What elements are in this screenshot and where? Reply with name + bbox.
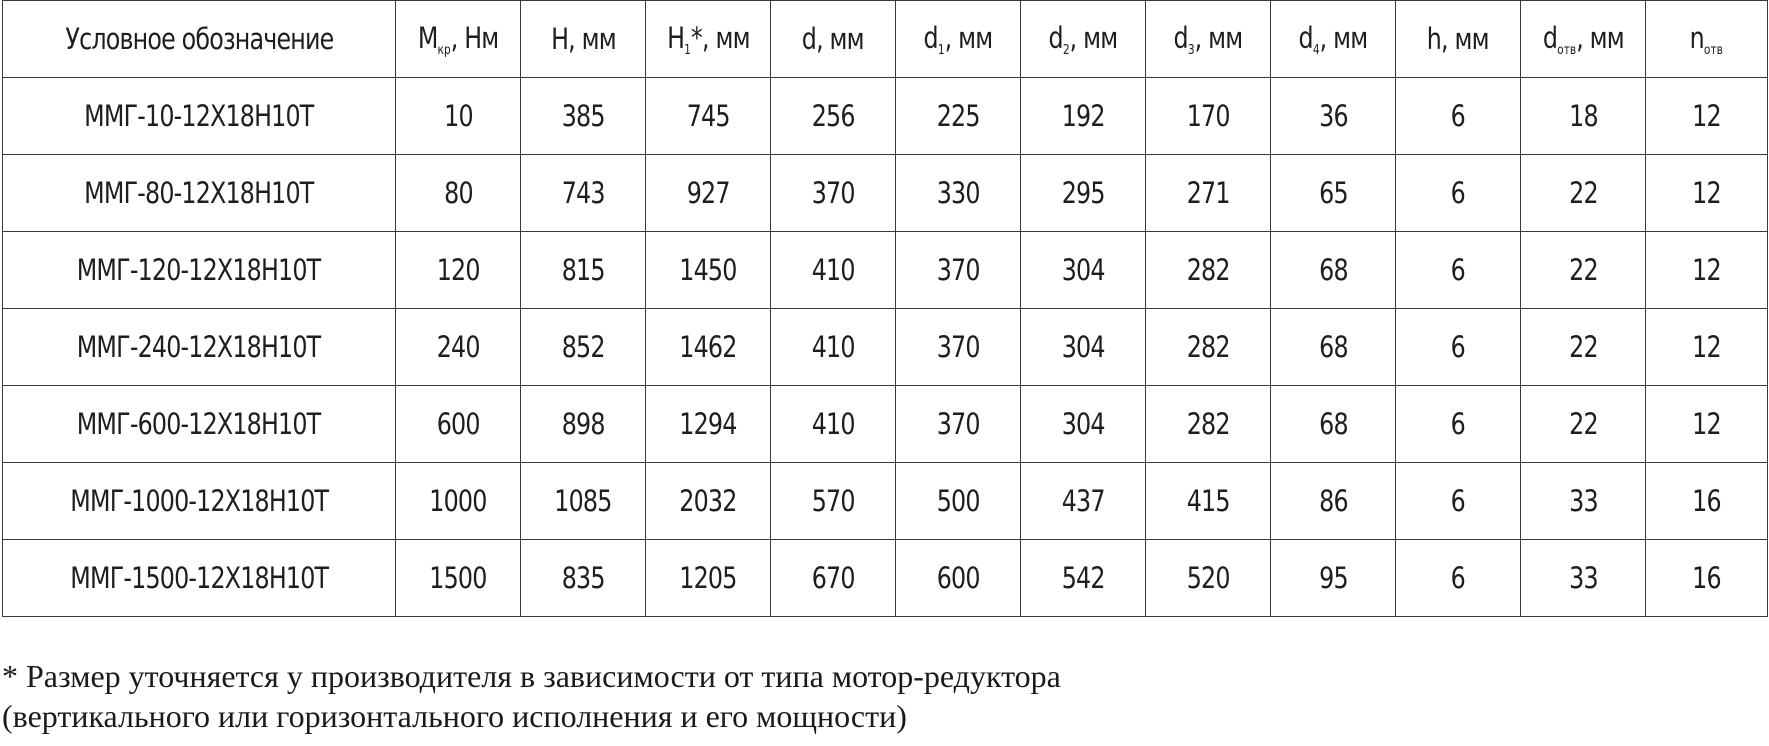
cell-small-h	[1396, 155, 1521, 232]
cell-diameter3-text: 282	[1186, 253, 1230, 287]
cell-height	[521, 78, 646, 155]
cell-height	[521, 463, 646, 540]
header-small-h-text: h, мм	[1427, 22, 1489, 56]
cell-hole-count	[1646, 232, 1768, 309]
cell-diameter4	[1271, 155, 1396, 232]
cell-hole-diameter-text: 22	[1568, 253, 1598, 287]
cell-diameter2-text: 304	[1061, 253, 1105, 287]
header-designation	[3, 1, 396, 78]
cell-hole-diameter-text: 22	[1568, 176, 1598, 210]
cell-diameter2	[1021, 386, 1146, 463]
table-row	[3, 540, 1768, 617]
cell-diameter3-text: 282	[1186, 407, 1230, 441]
cell-diameter3	[1146, 232, 1271, 309]
table-row	[3, 386, 1768, 463]
cell-diameter4	[1271, 309, 1396, 386]
header-diameter4-main: d	[1298, 20, 1313, 55]
header-height	[521, 1, 646, 78]
cell-diameter-text: 256	[811, 99, 855, 133]
table-row	[3, 155, 1768, 232]
header-diameter	[771, 1, 896, 78]
cell-diameter3-text: 520	[1186, 561, 1230, 595]
cell-hole-diameter-text: 22	[1568, 407, 1598, 441]
cell-height-text: 815	[561, 253, 605, 287]
cell-diameter2	[1021, 78, 1146, 155]
cell-hole-count-text: 12	[1692, 176, 1721, 210]
cell-height-text: 743	[561, 176, 605, 210]
cell-height1-text: 2032	[679, 484, 737, 518]
cell-diameter4-text: 68	[1318, 407, 1348, 441]
cell-height1-text: 1294	[679, 407, 737, 441]
cell-diameter1-text: 370	[936, 253, 980, 287]
cell-hole-count-text: 16	[1692, 561, 1721, 595]
cell-diameter	[771, 78, 896, 155]
cell-diameter-text: 410	[811, 330, 855, 364]
header-diameter2-sub: 2	[1062, 42, 1070, 58]
header-hole-diameter-sub: отв	[1556, 42, 1576, 58]
cell-diameter1	[896, 309, 1021, 386]
cell-torque-text: 600	[436, 407, 480, 441]
cell-height1	[646, 78, 771, 155]
header-diameter1-tail: , мм	[944, 20, 993, 55]
cell-hole-count-text: 12	[1692, 253, 1721, 287]
cell-diameter4	[1271, 463, 1396, 540]
cell-height1-text: 1205	[679, 561, 737, 595]
cell-designation	[3, 386, 396, 463]
header-torque-main: M	[417, 20, 438, 55]
cell-height1	[646, 232, 771, 309]
cell-height-text: 898	[561, 407, 605, 441]
header-diameter1-main: d	[923, 20, 938, 55]
cell-hole-diameter-text: 33	[1568, 561, 1598, 595]
header-torque-sub: кр	[437, 42, 451, 58]
header-hole-diameter-tail: , мм	[1575, 20, 1624, 55]
cell-torque	[396, 540, 521, 617]
cell-torque	[396, 155, 521, 232]
table-row	[3, 232, 1768, 309]
cell-height	[521, 309, 646, 386]
header-torque	[396, 1, 521, 78]
header-diameter4	[1271, 1, 1396, 78]
cell-diameter2-text: 542	[1061, 561, 1105, 595]
cell-diameter3-text: 415	[1186, 484, 1230, 518]
cell-diameter2-text: 437	[1061, 484, 1105, 518]
cell-hole-diameter-text: 33	[1568, 484, 1598, 518]
cell-small-h	[1396, 232, 1521, 309]
cell-diameter3-text: 282	[1186, 330, 1230, 364]
header-diameter2	[1021, 1, 1146, 78]
header-height1	[646, 1, 771, 78]
cell-diameter1	[896, 540, 1021, 617]
cell-height	[521, 232, 646, 309]
cell-torque-text: 240	[436, 330, 480, 364]
header-diameter3	[1146, 1, 1271, 78]
cell-small-h-text: 6	[1450, 330, 1466, 364]
table-row	[3, 463, 1768, 540]
cell-small-h-text: 6	[1450, 176, 1466, 210]
footnote-line-2: (вертикального или горизонтального исполнения и его мощности)	[2, 698, 907, 734]
cell-diameter2	[1021, 540, 1146, 617]
cell-designation-text: ММГ-240-12Х18Н10Т	[77, 330, 321, 364]
cell-diameter2-text: 304	[1061, 407, 1105, 441]
cell-hole-count	[1646, 463, 1768, 540]
cell-diameter3	[1146, 463, 1271, 540]
cell-diameter4	[1271, 232, 1396, 309]
cell-hole-count-text: 12	[1692, 407, 1721, 441]
cell-torque-text: 10	[443, 99, 473, 133]
cell-hole-count	[1646, 386, 1768, 463]
cell-designation	[3, 155, 396, 232]
cell-hole-count	[1646, 78, 1768, 155]
cell-diameter2	[1021, 232, 1146, 309]
cell-height1	[646, 540, 771, 617]
cell-hole-diameter-text: 22	[1568, 330, 1598, 364]
cell-diameter	[771, 540, 896, 617]
cell-diameter3	[1146, 540, 1271, 617]
cell-height1-text: 927	[686, 176, 730, 210]
cell-small-h	[1396, 540, 1521, 617]
cell-diameter-text: 410	[811, 253, 855, 287]
cell-small-h-text: 6	[1450, 407, 1466, 441]
table-row	[3, 309, 1768, 386]
cell-height1	[646, 386, 771, 463]
cell-diameter-text: 570	[811, 484, 855, 518]
cell-diameter	[771, 155, 896, 232]
cell-hole-diameter	[1521, 309, 1646, 386]
cell-diameter1	[896, 232, 1021, 309]
cell-hole-count	[1646, 309, 1768, 386]
cell-height1-text: 1450	[679, 253, 737, 287]
cell-diameter1-text: 500	[936, 484, 980, 518]
header-small-h	[1396, 1, 1521, 78]
footnote-line-1: * Размер уточняется у производителя в зависимости от типа мотор-редуктора	[2, 658, 1061, 694]
cell-designation-text: ММГ-120-12Х18Н10Т	[77, 253, 321, 287]
cell-small-h	[1396, 463, 1521, 540]
header-diameter3-tail: , мм	[1194, 20, 1243, 55]
cell-diameter2	[1021, 155, 1146, 232]
cell-diameter2-text: 192	[1061, 99, 1105, 133]
cell-diameter2	[1021, 463, 1146, 540]
cell-small-h	[1396, 309, 1521, 386]
header-diameter2-main: d	[1048, 20, 1063, 55]
header-diameter4-tail: , мм	[1319, 20, 1368, 55]
cell-diameter2-text: 295	[1061, 176, 1105, 210]
cell-torque	[396, 232, 521, 309]
table-row	[3, 78, 1768, 155]
header-height-text: H, мм	[550, 22, 616, 56]
cell-diameter1-text: 225	[936, 99, 980, 133]
cell-torque-text: 1500	[429, 561, 487, 595]
cell-hole-count	[1646, 540, 1768, 617]
cell-diameter1-text: 370	[936, 330, 980, 364]
cell-torque-text: 120	[436, 253, 480, 287]
cell-diameter-text: 410	[811, 407, 855, 441]
cell-diameter4-text: 36	[1318, 99, 1348, 133]
footnote	[2, 656, 1061, 736]
header-diameter3-sub: 3	[1187, 42, 1195, 58]
cell-small-h-text: 6	[1450, 484, 1466, 518]
cell-diameter1	[896, 386, 1021, 463]
cell-hole-count-text: 12	[1692, 330, 1721, 364]
cell-diameter-text: 370	[811, 176, 855, 210]
cell-height-text: 1085	[554, 484, 612, 518]
spec-table	[2, 0, 1768, 617]
cell-small-h	[1396, 78, 1521, 155]
cell-diameter3-text: 271	[1186, 176, 1230, 210]
cell-height1-text: 745	[686, 99, 730, 133]
cell-height-text: 385	[561, 99, 605, 133]
header-hole-count-main: n	[1689, 20, 1705, 55]
header-hole-count-sub: отв	[1704, 42, 1724, 58]
header-diameter4-sub: 4	[1312, 42, 1320, 58]
cell-hole-diameter	[1521, 155, 1646, 232]
cell-height-text: 835	[561, 561, 605, 595]
cell-diameter1-text: 600	[936, 561, 980, 595]
cell-designation	[3, 232, 396, 309]
cell-height	[521, 540, 646, 617]
cell-diameter	[771, 386, 896, 463]
header-diameter-text: d, мм	[801, 22, 864, 56]
header-row	[3, 1, 1768, 78]
header-height1-main: H	[666, 20, 684, 55]
cell-hole-diameter	[1521, 540, 1646, 617]
cell-diameter4	[1271, 540, 1396, 617]
header-height1-tail: *, мм	[690, 20, 750, 55]
cell-diameter4-text: 95	[1318, 561, 1348, 595]
cell-designation	[3, 309, 396, 386]
cell-small-h-text: 6	[1450, 99, 1466, 133]
cell-height1	[646, 463, 771, 540]
cell-diameter4	[1271, 78, 1396, 155]
cell-diameter4-text: 68	[1318, 253, 1348, 287]
cell-hole-count-text: 12	[1692, 99, 1721, 133]
header-hole-diameter-main: d	[1542, 20, 1557, 55]
cell-diameter3	[1146, 78, 1271, 155]
cell-torque	[396, 78, 521, 155]
cell-height	[521, 155, 646, 232]
cell-diameter4	[1271, 386, 1396, 463]
cell-designation	[3, 463, 396, 540]
cell-hole-diameter	[1521, 78, 1646, 155]
header-hole-diameter	[1521, 1, 1646, 78]
cell-designation-text: ММГ-600-12Х18Н10Т	[77, 407, 321, 441]
cell-diameter4-text: 86	[1318, 484, 1348, 518]
cell-torque-text: 80	[443, 176, 473, 210]
cell-designation-text: ММГ-80-12Х18Н10Т	[84, 176, 314, 210]
cell-designation	[3, 540, 396, 617]
cell-torque	[396, 309, 521, 386]
cell-height1	[646, 309, 771, 386]
cell-diameter1	[896, 78, 1021, 155]
cell-diameter	[771, 309, 896, 386]
cell-small-h	[1396, 386, 1521, 463]
cell-diameter3	[1146, 386, 1271, 463]
cell-diameter3	[1146, 309, 1271, 386]
cell-torque	[396, 386, 521, 463]
header-hole-count	[1646, 1, 1768, 78]
cell-hole-count-text: 16	[1692, 484, 1721, 518]
header-diameter3-main: d	[1173, 20, 1188, 55]
cell-hole-diameter	[1521, 232, 1646, 309]
cell-diameter	[771, 463, 896, 540]
header-diameter1-sub: 1	[937, 42, 945, 58]
cell-torque	[396, 463, 521, 540]
cell-diameter3-text: 170	[1186, 99, 1230, 133]
cell-diameter3	[1146, 155, 1271, 232]
cell-designation	[3, 78, 396, 155]
cell-diameter1	[896, 463, 1021, 540]
cell-hole-count	[1646, 155, 1768, 232]
cell-diameter1	[896, 155, 1021, 232]
cell-height	[521, 386, 646, 463]
cell-diameter1-text: 370	[936, 407, 980, 441]
cell-designation-text: ММГ-1000-12Х18Н10Т	[70, 484, 328, 518]
cell-designation-text: ММГ-10-12Х18Н10Т	[84, 99, 314, 133]
cell-small-h-text: 6	[1450, 561, 1466, 595]
cell-small-h-text: 6	[1450, 253, 1466, 287]
cell-height1	[646, 155, 771, 232]
cell-diameter2-text: 304	[1061, 330, 1105, 364]
cell-hole-diameter-text: 18	[1568, 99, 1598, 133]
header-designation-text: Условное обозначение	[64, 22, 334, 56]
cell-height-text: 852	[561, 330, 605, 364]
header-height1-sub: 1	[683, 42, 691, 58]
header-diameter2-tail: , мм	[1069, 20, 1118, 55]
cell-diameter	[771, 232, 896, 309]
cell-diameter-text: 670	[811, 561, 855, 595]
header-torque-tail: , Нм	[450, 20, 499, 55]
cell-hole-diameter	[1521, 386, 1646, 463]
cell-height1-text: 1462	[679, 330, 737, 364]
header-diameter1	[896, 1, 1021, 78]
table-body	[3, 78, 1768, 617]
cell-diameter1-text: 330	[936, 176, 980, 210]
cell-diameter2	[1021, 309, 1146, 386]
cell-diameter4-text: 65	[1318, 176, 1348, 210]
cell-hole-diameter	[1521, 463, 1646, 540]
cell-diameter4-text: 68	[1318, 330, 1348, 364]
cell-designation-text: ММГ-1500-12Х18Н10Т	[70, 561, 328, 595]
cell-torque-text: 1000	[429, 484, 487, 518]
